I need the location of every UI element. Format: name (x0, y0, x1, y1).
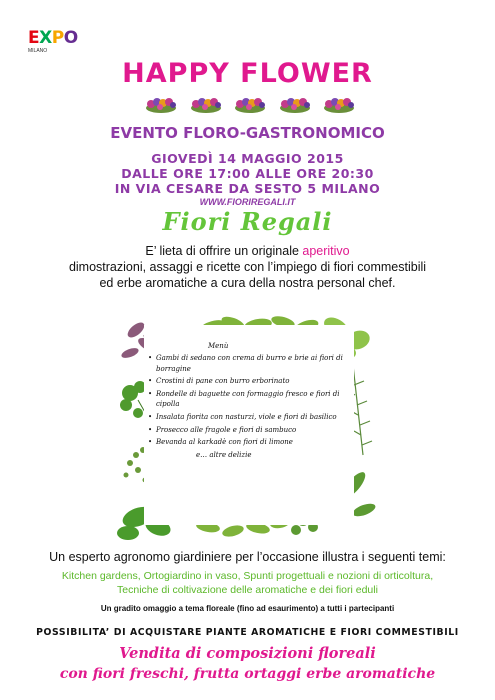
expo-milano-logo (28, 30, 98, 60)
menu-item: • Insalata fiorita con nasturzi, viole e fiori di basilico (148, 412, 343, 423)
themes-line-1: Kitchen gardens, Ortogiardino in vaso, Spunti progettuali e nozioni di orticoltura, (61, 570, 434, 582)
menu-item: • Rondelle di baguette con formaggio fresco e fiori di cipolla (148, 389, 343, 410)
event-time: DALLE ORE 17:00 ALLE ORE 20:30 (121, 166, 374, 181)
sale-line-2: con fiori freschi, frutta ortaggi erbe aromatiche (59, 666, 436, 682)
logo-subtitle: MILANO (28, 48, 48, 54)
gift-note: Un gradito omaggio a tema floreale (fino ad esaurimento) a tutti i partecipanti (100, 604, 395, 613)
flower-bouquet-icon (279, 96, 311, 114)
menu-item: • Crostini di pane con burro erborinato (148, 376, 343, 387)
flower-bouquet-icon (234, 96, 266, 114)
intro-line-2: dimostrazioni, assaggi e ricette con l’impiego di fiori commestibili (68, 260, 427, 274)
menu-list (148, 353, 343, 462)
logo-letter-o: O (63, 28, 78, 48)
page-title: HAPPY FLOWER (122, 58, 373, 89)
flower-decoration-row (145, 96, 355, 118)
menu-closing: e… altre delizie (196, 450, 252, 459)
event-details (0, 151, 495, 196)
event-place: IN VIA CESARE DA SESTO 5 MILANO (114, 181, 381, 196)
flower-bouquet-icon (190, 96, 222, 114)
menu-title: Menù (208, 342, 229, 350)
intro-line-1-text: E’ lieta di offrire un originale (145, 244, 303, 258)
menu-item: • Prosecco alle fragole e fiori di sambuco (148, 425, 343, 436)
logo-letter-p: P (51, 28, 64, 48)
aperitivo-highlight: aperitivo (302, 244, 350, 258)
intro-line-1 (0, 243, 495, 259)
themes-list (0, 569, 495, 597)
menu-item: • Gambi di sedano con crema di burro e brie ai fiori di borragine (148, 353, 343, 374)
flower-bouquet-icon (323, 96, 355, 114)
expo-logo-wordmark (28, 30, 98, 47)
logo-letter-e: E (28, 28, 40, 48)
event-date: GIOVEDÌ 14 MAGGIO 2015 (151, 151, 344, 166)
event-type: EVENTO FLORO-GASTRONOMICO (110, 124, 385, 142)
themes-line-2: Tecniche di coltivazione delle aromatiche e dei fiori eduli (117, 584, 378, 596)
flower-bouquet-icon (145, 96, 177, 114)
brand-name: Fiori Regali (162, 207, 333, 236)
sale-line-1: Vendita di composizioni floreali (119, 645, 376, 662)
purchase-note: POSSIBILITA’ DI ACQUISTARE PIANTE AROMATICHE E FIORI COMMESTIBILI (36, 627, 459, 638)
intro-line-3: ed erbe aromatiche a cura della nostra personal chef. (99, 276, 396, 290)
menu-herb-wreath (108, 305, 388, 545)
expert-intro: Un esperto agronomo giardiniere per l’occasione illustra i seguenti temi: (49, 550, 446, 564)
logo-letter-x: X (39, 28, 52, 48)
menu-item: • Bevanda al karkadè con fiori di limone (148, 437, 343, 448)
intro-text (0, 243, 495, 291)
website-link[interactable]: WWW.FIORIREGALI.IT (199, 197, 296, 207)
